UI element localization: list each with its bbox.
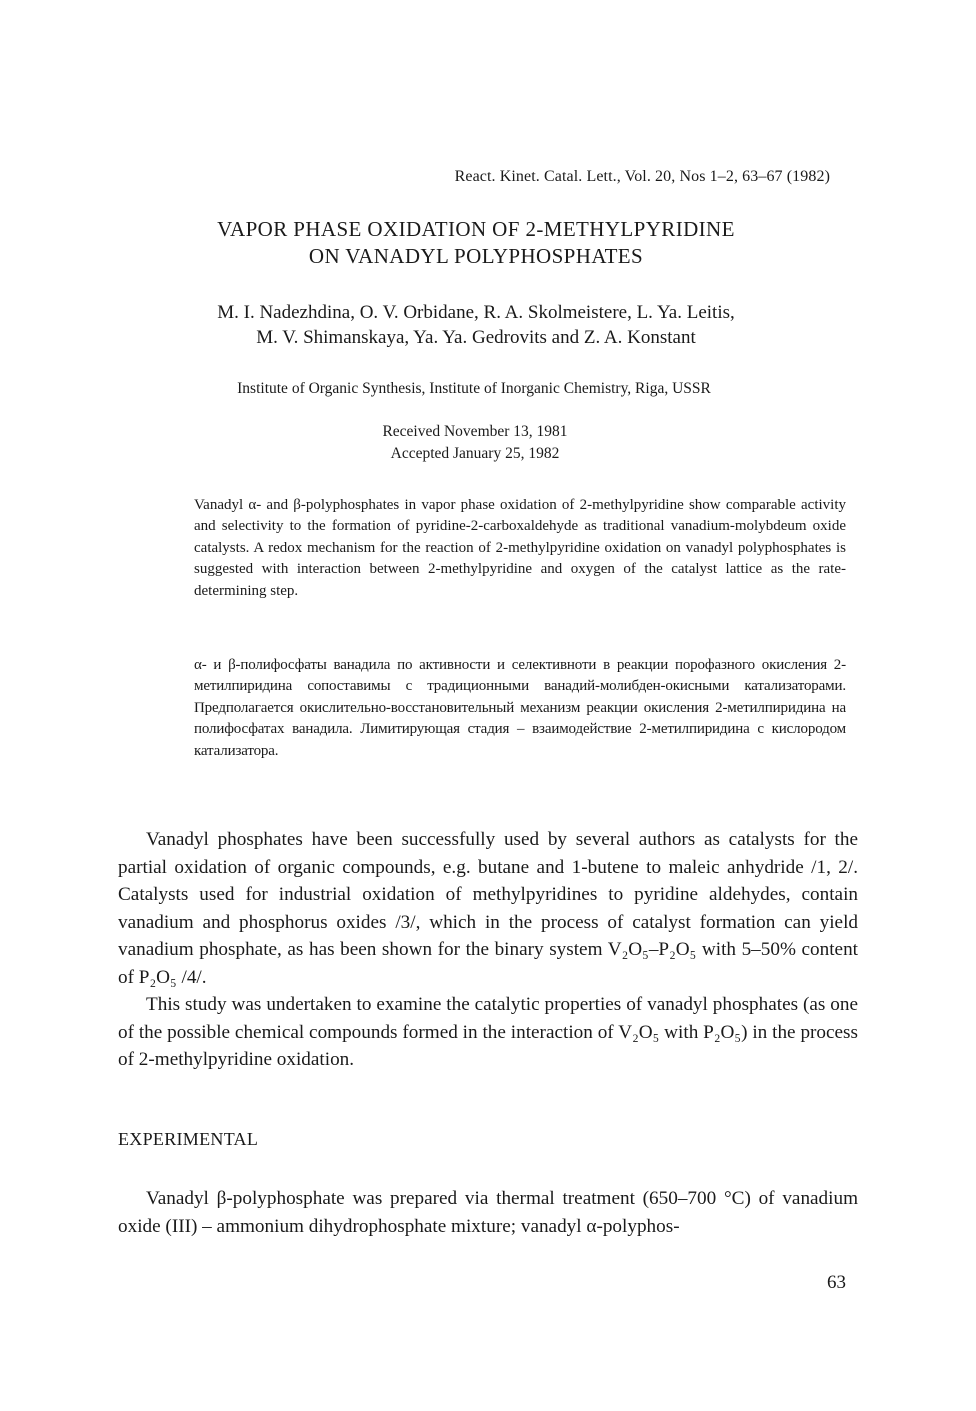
affiliation: Institute of Organic Synthesis, Institute of Inorganic Chemistry, Riga, USSR [237,380,711,397]
body-paragraph: Vanadyl β-polyphosphate was prepared via thermal treatment (650–700 °C) of vanadium oxide (III) – ammonium dihydrophosphate mixture; vanadyl α-polyphos- [118,1188,858,1237]
submission-dates [0,421,950,465]
article-title [0,216,952,270]
received-date: Received November 13, 1981 [382,423,568,440]
abstract-english: Vanadyl α- and β-polyphosphates in vapor phase oxidation of 2-methylpyridine show comparable activity and selectivity to the formation of pyridine-2-carboxaldehyde as traditional vanadium-molybdeum oxide catalysts. A redox mechanism for the reaction of 2-methylpyridine oxidation on vanadyl polyphosphates is suggested with interaction between 2-methylpyridine and oxygen of the catalyst lattice as the rate-determining step. [194,497,846,599]
article-title-line: VAPOR PHASE OXIDATION OF 2-METHYLPYRIDINE [217,217,735,241]
article-title-line: ON VANADYL POLYPHOSPHATES [308,244,644,268]
author-list [0,300,952,350]
author-line: M. V. Shimanskaya, Ya. Ya. Gedrovits and Z. A. Konstant [256,327,696,348]
section-heading: EXPERIMENTAL [118,1129,259,1149]
accepted-date: Accepted January 25, 1982 [390,445,560,462]
author-line: M. I. Nadezhdina, O. V. Orbidane, R. A. Skolmeistere, L. Ya. Leitis, [217,302,735,323]
body-paragraph: Vanadyl phosphates have been successfully used by several authors as catalysts for the partial oxidation of organic compounds, e.g. butane and 1-butene to maleic anhydride /1, 2/. Catalysts used for industrial oxidation of methylpyridines to pyridine aldehydes, contain vanadium and phosphorus oxides /3/, which in the process of catalyst formation can yield vanadium phosphate, as has been shown for the binary system V₂O₅–P₂O₅ with 5–50% content of P₂O₅ /4/. [118,829,858,988]
journal-citation: React. Kinet. Catal. Lett., Vol. 20, Nos 1–2, 63–67 (1982) [454,168,830,185]
page-number: 63 [827,1272,846,1293]
body-paragraph: This study was undertaken to examine the catalytic properties of vanadyl phosphates (as one of the possible chemical compounds formed in the interaction of V₂O₅ with P₂O₅) in the process of 2-methylpyridine oxidation. [118,994,858,1070]
abstract-russian: α- и β-полифосфаты ванадила по активности и селективноти в реакции порофазного окисления 2-метилпиридина сопоставимы с традиционными ванадий-молибден-окисными катализаторами. Предполагается окислительно-восстановительный механизм реакции окисления 2-метилпиридина на полифосфатах ванадила. Лимитирующая стадия – взаимодействие 2-метилпиридина с кислородом катализатора. [194,657,846,759]
